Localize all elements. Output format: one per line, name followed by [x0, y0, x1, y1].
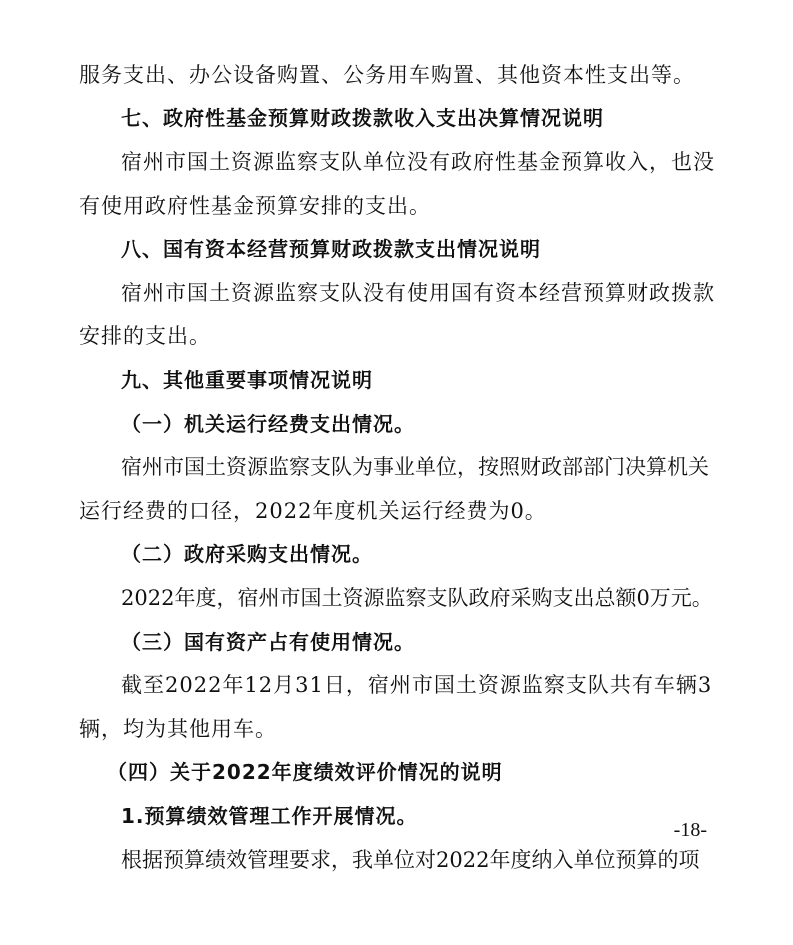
subsection-heading: （二）政府采购支出情况。 — [121, 542, 373, 566]
section-heading: 七、政府性基金预算财政拨款收入支出决算情况说明 — [121, 106, 604, 130]
body-text-line: 宿州市国土资源监察支队没有使用国有资本经营预算财政拨款 — [121, 281, 715, 305]
body-text-line: 2022年度，宿州市国土资源监察支队政府采购支出总额0万元。 — [121, 586, 713, 610]
section-heading: 八、国有资本经营预算财政拨款支出情况说明 — [121, 237, 541, 261]
subsection-heading: （三）国有资产占有使用情况。 — [121, 630, 415, 654]
page-number: -18- — [673, 819, 707, 841]
body-text-line: 服务支出、办公设备购置、公务用车购置、其他资本性支出等。 — [79, 63, 695, 87]
body-text-line: 有使用政府性基金预算安排的支出。 — [79, 194, 431, 218]
body-text-line: 宿州市国土资源监察支队为事业单位，按照财政部部门决算机关 — [121, 455, 709, 479]
body-text-line: 宿州市国土资源监察支队单位没有政府性基金预算收入，也没 — [121, 150, 715, 174]
body-text-line: 运行经费的口径，2022年度机关运行经费为0。 — [79, 499, 547, 523]
section-heading: 九、其他重要事项情况说明 — [121, 368, 373, 392]
body-text-line: 辆，均为其他用车。 — [79, 717, 277, 741]
subsection-heading: （一）机关运行经费支出情况。 — [121, 412, 415, 436]
subsection-heading: （四）关于2022年度绩效评价情况的说明 — [107, 760, 503, 784]
body-text-line: 根据预算绩效管理要求，我单位对2022年度纳入单位预算的项 — [121, 848, 700, 872]
subsection-heading: 1.预算绩效管理工作开展情况。 — [121, 804, 418, 828]
body-text-line: 安排的支出。 — [79, 324, 211, 348]
body-text-line: 截至2022年12月31日，宿州市国土资源监察支队共有车辆3 — [121, 673, 713, 697]
